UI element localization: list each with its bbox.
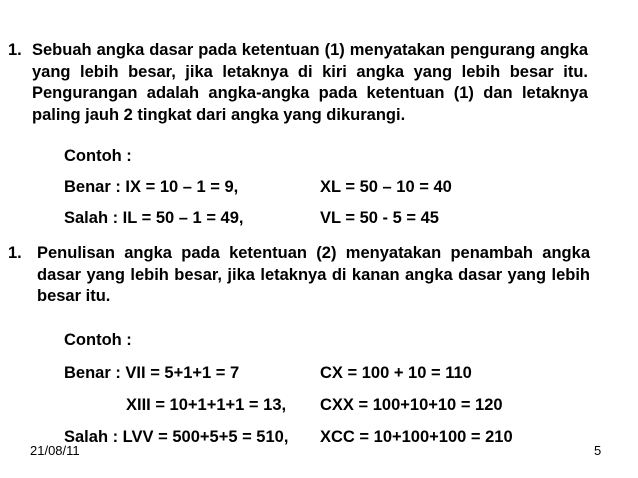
rule-2 xyxy=(8,243,590,308)
rule-1-example-heading: Contoh : xyxy=(64,147,132,165)
rule-2-number: 1. xyxy=(8,244,22,262)
rule-2-wrong-right: XCC = 10+100+100 = 210 xyxy=(320,428,513,446)
footer-page-number: 5 xyxy=(594,443,602,458)
rule-2-wrong-left: Salah : LVV = 500+5+5 = 510, xyxy=(64,428,289,446)
rule-2-correct2-right: CXX = 100+10+10 = 120 xyxy=(320,396,503,414)
rule-2-correct-left: Benar : VII = 5+1+1 = 7 xyxy=(64,364,240,382)
rule-1-wrong-right: VL = 50 - 5 = 45 xyxy=(320,209,439,227)
rule-2-correct-right: CX = 100 + 10 = 110 xyxy=(320,364,472,382)
rule-1 xyxy=(8,40,588,126)
rule-1-correct-right: XL = 50 – 10 = 40 xyxy=(320,178,452,196)
footer-date: 21/08/11 xyxy=(30,443,80,458)
rule-1-text: Sebuah angka dasar pada ketentuan (1) menyatakan pengurang angka yang lebih besar, jika letaknya di kiri angka yang lebih besar itu. Pengurangan adalah angka-angka pada ketentuan (1) dan letaknya paling jauh 2 tingkat dari angka yang dikurangi. xyxy=(32,41,588,124)
rule-1-number: 1. xyxy=(8,41,22,59)
rule-2-example-heading: Contoh : xyxy=(64,331,132,349)
rule-2-correct2-left: XIII = 10+1+1+1 = 13, xyxy=(126,396,287,414)
rule-2-text: Penulisan angka pada ketentuan (2) menyatakan penambah angka dasar yang lebih besar, jika letaknya di kanan angka dasar yang lebih besar itu. xyxy=(37,244,590,305)
rule-1-correct-left: Benar : IX = 10 – 1 = 9, xyxy=(64,178,239,196)
rule-1-wrong-left: Salah : IL = 50 – 1 = 49, xyxy=(64,209,244,227)
